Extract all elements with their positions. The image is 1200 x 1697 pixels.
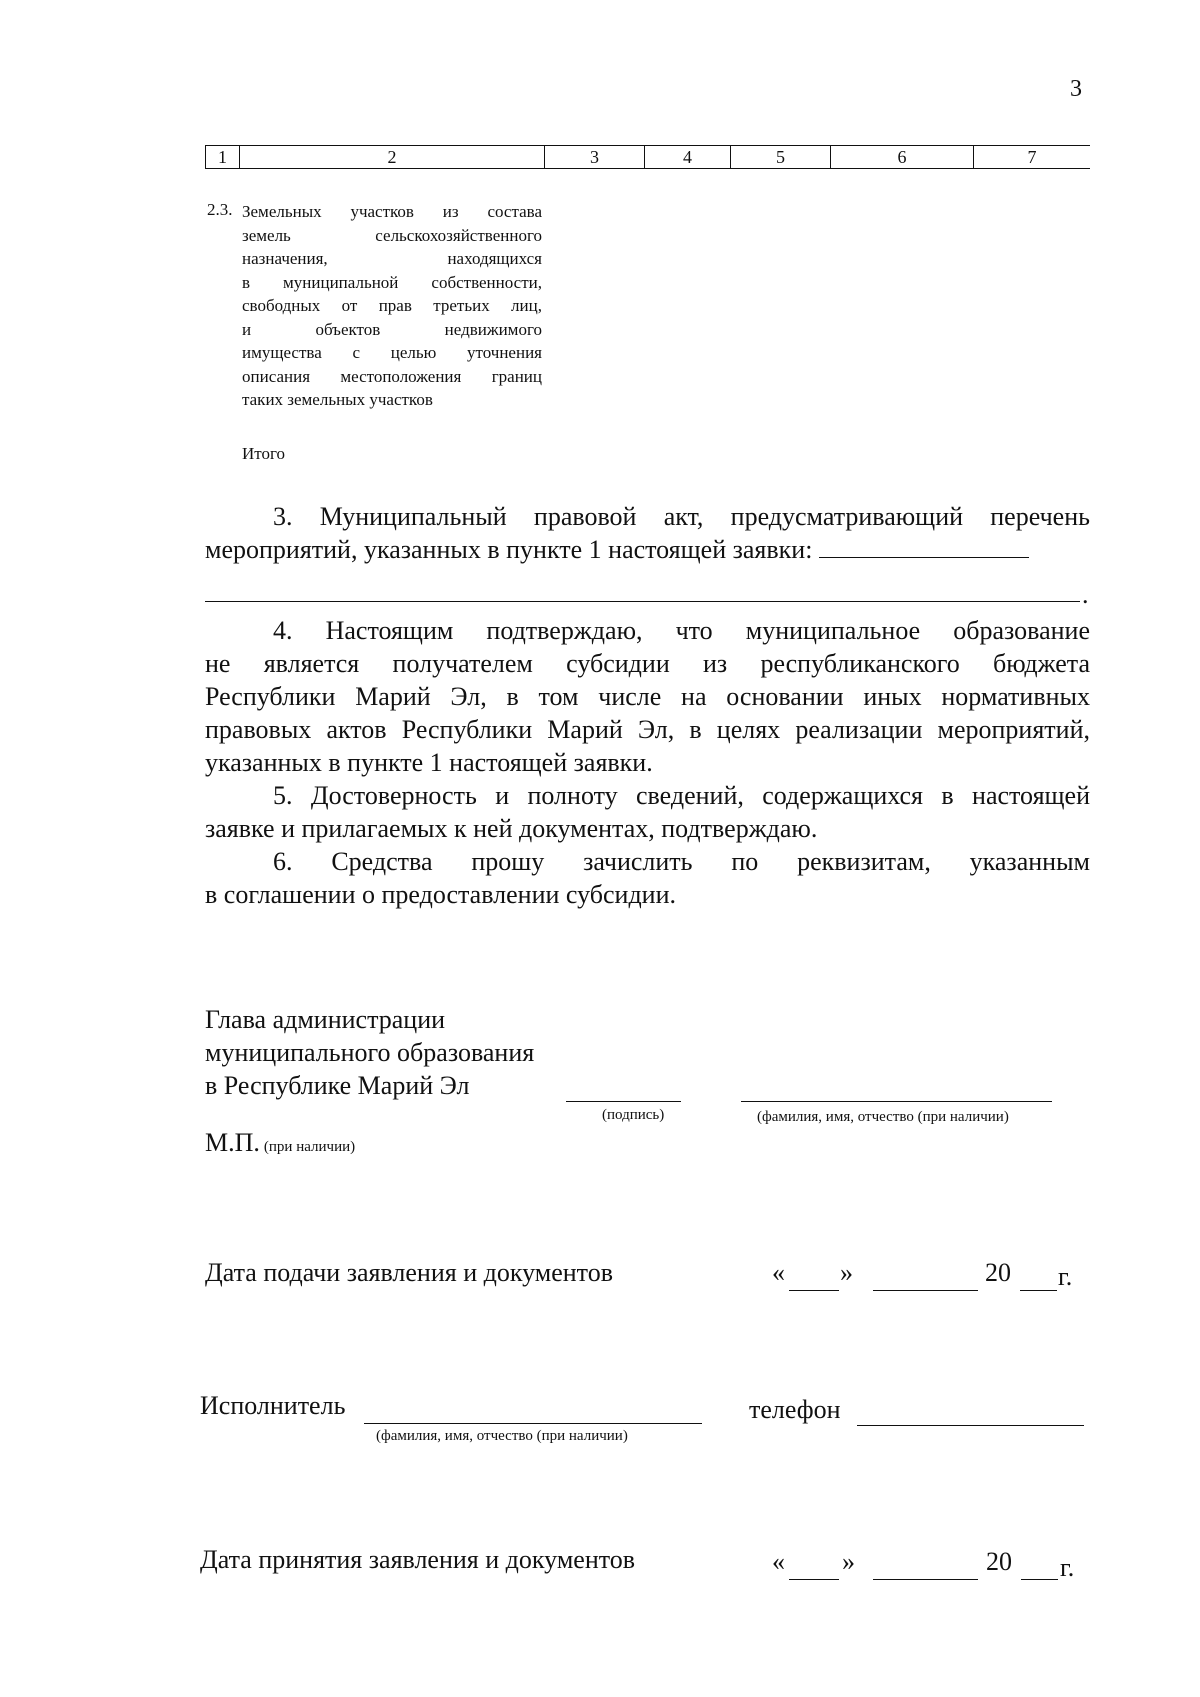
acceptance-date-label: Дата принятия заявления и документов xyxy=(200,1545,636,1574)
paragraph-5 xyxy=(205,779,1090,845)
phone-line xyxy=(857,1425,1084,1426)
submission-day-line xyxy=(789,1290,839,1291)
column-number-2: 2 xyxy=(239,146,544,168)
row-description xyxy=(242,200,542,412)
submission-date-label: Дата подачи заявления и документов xyxy=(205,1258,613,1287)
row-line: свободных от прав третьих лиц, xyxy=(242,296,542,315)
name-line xyxy=(741,1101,1052,1102)
period-mark: . xyxy=(1082,580,1089,609)
paragraph-line xyxy=(205,533,1090,566)
acceptance-month-line xyxy=(873,1579,978,1580)
paragraph-line: указанных в пункте 1 настоящей заявки. xyxy=(205,748,653,777)
column-number-1: 1 xyxy=(205,146,239,168)
signature-caption: (подпись) xyxy=(602,1107,665,1123)
row-line: таких земельных участков xyxy=(242,390,433,409)
acceptance-open-quote: « xyxy=(772,1547,785,1576)
acceptance-close-quote: » xyxy=(842,1547,855,1576)
column-number-6: 6 xyxy=(830,146,973,168)
name-caption: (фамилия, имя, отчество (при наличии) xyxy=(757,1109,1009,1125)
stamp-label: М.П. xyxy=(205,1128,260,1157)
head-of-administration-title xyxy=(205,1003,534,1102)
paragraph-4 xyxy=(205,614,1090,779)
acceptance-year-line xyxy=(1021,1579,1058,1580)
paragraph-line: не является получателем субсидии из республиканского бюджета xyxy=(205,649,1090,678)
submission-close-quote: » xyxy=(840,1258,853,1287)
submission-year-line xyxy=(1020,1290,1057,1291)
paragraph-line: 6. Средства прошу зачислить по реквизитам, указанным xyxy=(273,847,1090,876)
row-line: и объектов недвижимого xyxy=(242,319,542,339)
column-number-4: 4 xyxy=(644,146,730,168)
column-number-5: 5 xyxy=(730,146,830,168)
paragraph-line: 3. Муниципальный правовой акт, предусматривающий перечень xyxy=(273,502,1090,531)
column-number-7: 7 xyxy=(973,146,1090,168)
title-line: муниципального образования xyxy=(205,1038,535,1067)
paragraph-line: правовых актов Республики Марий Эл, в целях реализации мероприятий, xyxy=(205,715,1090,744)
paragraph-line: Республики Марий Эл, в том числе на основании иных нормативных xyxy=(205,682,1090,711)
column-number-3: 3 xyxy=(544,146,644,168)
paragraph-3 xyxy=(205,500,1090,566)
submission-open-quote: « xyxy=(772,1258,785,1287)
submission-month-line xyxy=(873,1290,978,1291)
row-line: имущества с целью уточнения xyxy=(242,343,542,362)
paragraph-6 xyxy=(205,845,1090,911)
row-line: в муниципальной собственности, xyxy=(242,272,542,292)
acceptance-day-line xyxy=(789,1579,839,1580)
title-line: в Республике Марий Эл xyxy=(205,1071,470,1100)
paragraph-line: 5. Достоверность и полноту сведений, содержащихся в настоящей xyxy=(273,781,1090,810)
total-label: Итого xyxy=(242,444,286,463)
executor-caption: (фамилия, имя, отчество (при наличии) xyxy=(376,1428,628,1444)
acceptance-year-prefix: 20 xyxy=(986,1547,1012,1576)
paragraph-line: в соглашении о предоставлении субсидии. xyxy=(205,880,677,909)
stamp-place xyxy=(205,1128,355,1158)
legal-act-blank-line-2 xyxy=(205,601,1080,602)
phone-label: телефон xyxy=(749,1395,841,1424)
legal-act-blank-line xyxy=(819,533,1029,558)
row-line: земель сельскохозяйственного xyxy=(242,225,542,245)
title-line: Глава администрации xyxy=(205,1005,446,1034)
page-number: 3 xyxy=(1070,76,1082,102)
row-line: описания местоположения границ xyxy=(242,366,542,386)
table-column-header xyxy=(205,145,1090,169)
paragraph-line: 4. Настоящим подтверждаю, что муниципальное образование xyxy=(273,616,1090,645)
stamp-note: (при наличии) xyxy=(263,1139,356,1155)
row-line: назначения, находящихся xyxy=(242,249,542,268)
executor-label: Исполнитель xyxy=(200,1391,346,1420)
submission-year-suffix: г. xyxy=(1058,1262,1073,1291)
row-line: Земельных участков из состава xyxy=(242,202,542,221)
paragraph-line: заявке и прилагаемых к ней документах, подтверждаю. xyxy=(205,814,818,843)
submission-year-prefix: 20 xyxy=(985,1258,1011,1287)
executor-name-line xyxy=(364,1423,702,1424)
acceptance-year-suffix: г. xyxy=(1060,1553,1075,1582)
signature-line xyxy=(566,1101,681,1102)
row-number: 2.3. xyxy=(207,200,233,219)
paragraph-text: мероприятий, указанных в пункте 1 настоящей заявки: xyxy=(205,535,813,564)
